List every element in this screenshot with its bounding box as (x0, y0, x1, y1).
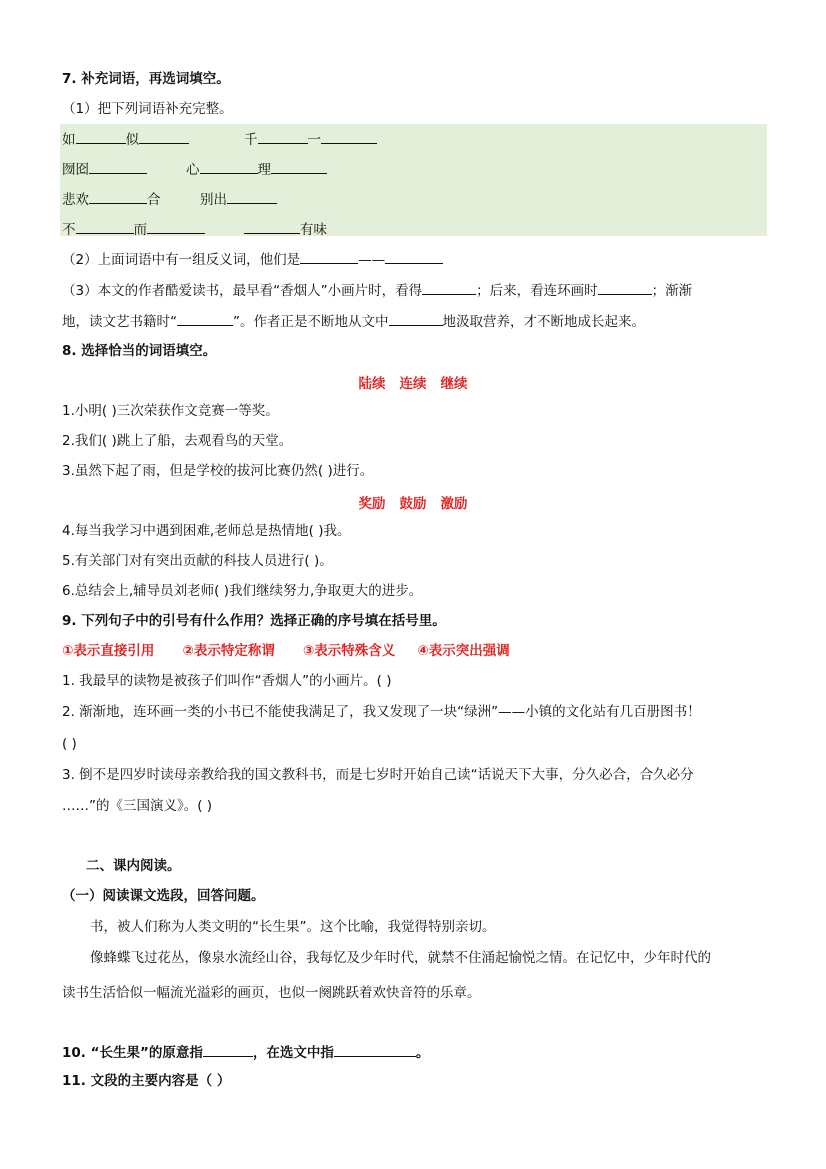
text: 地，读文艺书籍时“ (62, 314, 177, 330)
text: ”。作者正是不断地从文中 (233, 314, 389, 330)
q9-option: ④表示突出强调 (417, 643, 510, 659)
q7-part2-text: （2）上面词语中有一组反义词，他们是 (62, 252, 301, 268)
text: ；渐渐 (651, 283, 693, 299)
q7-title: 7. 补充词语，再选词填空。 (62, 71, 230, 87)
grid-cell: 不 (62, 222, 76, 238)
blank[interactable] (244, 220, 300, 234)
blank[interactable] (334, 1043, 416, 1057)
blank[interactable] (300, 250, 358, 264)
text: ；后来，看连环画时 (476, 283, 598, 299)
q9-sentence-1: 1. 我最早的读物是被孩子们叫作“香烟人”的小画片。( ) (62, 673, 392, 689)
grid-cell: 别出 (200, 192, 227, 208)
blank[interactable] (139, 130, 189, 144)
grid-row-2-right (186, 160, 327, 179)
q8-item-6: 6.总结会上,辅导员刘老师( )我们继续努力,争取更大的进步。 (62, 583, 423, 599)
q8-item-5: 5.有关部门对有突出贡献的科技人员进行( )。 (62, 553, 333, 569)
q9-sentence-2-line-2: ( ) (62, 736, 77, 752)
q10 (62, 1043, 429, 1062)
blank[interactable] (385, 250, 443, 264)
blank[interactable] (203, 1043, 253, 1057)
grid-cell: 千 (244, 132, 258, 148)
blank[interactable] (598, 281, 652, 295)
text: 。 (415, 1045, 430, 1061)
word-option: 陆续 (358, 376, 386, 392)
blank[interactable] (321, 130, 377, 144)
grid-row-3-right (200, 190, 277, 209)
blank[interactable] (200, 160, 258, 174)
q7-part3-line2 (62, 312, 645, 331)
q11: 11. 文段的主要内容是（ ） (62, 1073, 231, 1089)
word-option: 连续 (399, 376, 427, 392)
q8-item-4: 4.每当我学习中遇到困难,老师总是热情地( )我。 (62, 523, 351, 539)
blank[interactable] (89, 190, 147, 204)
grid-row-2-left (62, 160, 147, 179)
blank[interactable] (227, 190, 277, 204)
blank[interactable] (389, 312, 443, 326)
blank[interactable] (76, 130, 126, 144)
word-option: 继续 (440, 376, 468, 392)
grid-cell: 理 (257, 162, 271, 178)
text: 10. “长生果”的原意指 (62, 1045, 203, 1061)
word-bank-2 (0, 492, 826, 512)
grid-cell: 一 (307, 132, 321, 148)
q8-item-1: 1.小明( )三次荣获作文竞赛一等奖。 (62, 403, 279, 419)
grid-cell: 而 (133, 222, 147, 238)
grid-cell: 似 (125, 132, 139, 148)
q9-option: ③表示特殊含义 (302, 643, 396, 659)
q7-part3-line1 (62, 281, 692, 300)
word-option: 激励 (440, 496, 468, 512)
grid-row-1-left (62, 130, 189, 149)
blank[interactable] (422, 281, 476, 295)
q8-item-2: 2.我们( )跳上了船，去观看鸟的天堂。 (62, 433, 293, 449)
grid-cell: 悲欢 (62, 192, 89, 208)
q9-sentence-2-line-1: 2. 渐渐地，连环画一类的小书已不能使我满足了，我又发现了一块“绿洲”——小镇的文化站有几百册图书！ (62, 704, 701, 720)
grid-cell: 心 (186, 162, 200, 178)
blank[interactable] (147, 220, 205, 234)
q9-sentence-3-line-1: 3. 倒不是四岁时读母亲教给我的国文教科书，而是七岁时开始自己读“话说天下大事，分久必合，合久必分 (62, 767, 694, 783)
grid-row-4-left (62, 220, 205, 239)
passage-paragraph-2-line-1: 像蜂蝶飞过花丛，像泉水流经山谷，我每忆及少年时代，就禁不住涌起愉悦之情。在记忆中，少年时代的 (90, 950, 711, 966)
q9-option: ①表示直接引用 (62, 643, 155, 659)
q7-part2 (62, 250, 443, 269)
blank[interactable] (258, 130, 308, 144)
section-heading: 二、课内阅读。 (86, 858, 181, 874)
grid-cell: 合 (147, 192, 161, 208)
grid-row-4-right (244, 220, 327, 239)
grid-row-3-left (62, 190, 161, 209)
blank[interactable] (271, 160, 327, 174)
blank[interactable] (89, 160, 147, 174)
q9-title: 9. 下列句子中的引号有什么作用？选择正确的序号填在括号里。 (62, 613, 446, 629)
q8-item-3: 3.虽然下起了雨，但是学校的拔河比赛仍然( )进行。 (62, 463, 374, 479)
word-option: 鼓励 (399, 496, 427, 512)
q8-title: 8. 选择恰当的词语填空。 (62, 343, 217, 359)
passage-paragraph-1: 书，被人们称为人类文明的“长生果”。这个比喻，我觉得特别亲切。 (90, 919, 496, 935)
grid-cell: 有味 (300, 222, 327, 238)
word-bank-1 (0, 372, 826, 392)
q9-sentence-3-line-2: ……”的《三国演义》。( ) (62, 798, 213, 814)
passage-paragraph-2-line-2: 读书生活恰似一幅流光溢彩的画页，也似一阕跳跃着欢快音符的乐章。 (62, 985, 481, 1001)
grid-cell: 如 (62, 132, 76, 148)
blank[interactable] (177, 312, 233, 326)
q9-option: ②表示特定称谓 (182, 643, 275, 659)
text: ，在选文中指 (252, 1045, 334, 1061)
grid-cell: 囫囵 (62, 162, 89, 178)
text: 地汲取营养，才不断地成长起来。 (442, 314, 645, 330)
q7-part1: （1）把下列词语补充完整。 (62, 101, 233, 117)
q7-part2-dash: —— (358, 252, 386, 268)
q9-options (62, 642, 510, 660)
word-option: 奖励 (358, 496, 386, 512)
section-subheading: （一）阅读课文选段，回答问题。 (62, 888, 265, 904)
blank[interactable] (76, 220, 134, 234)
grid-row-1-right (244, 130, 377, 149)
text: （3）本文的作者酷爱读书，最早看“香烟人”小画片时，看得 (62, 283, 423, 299)
